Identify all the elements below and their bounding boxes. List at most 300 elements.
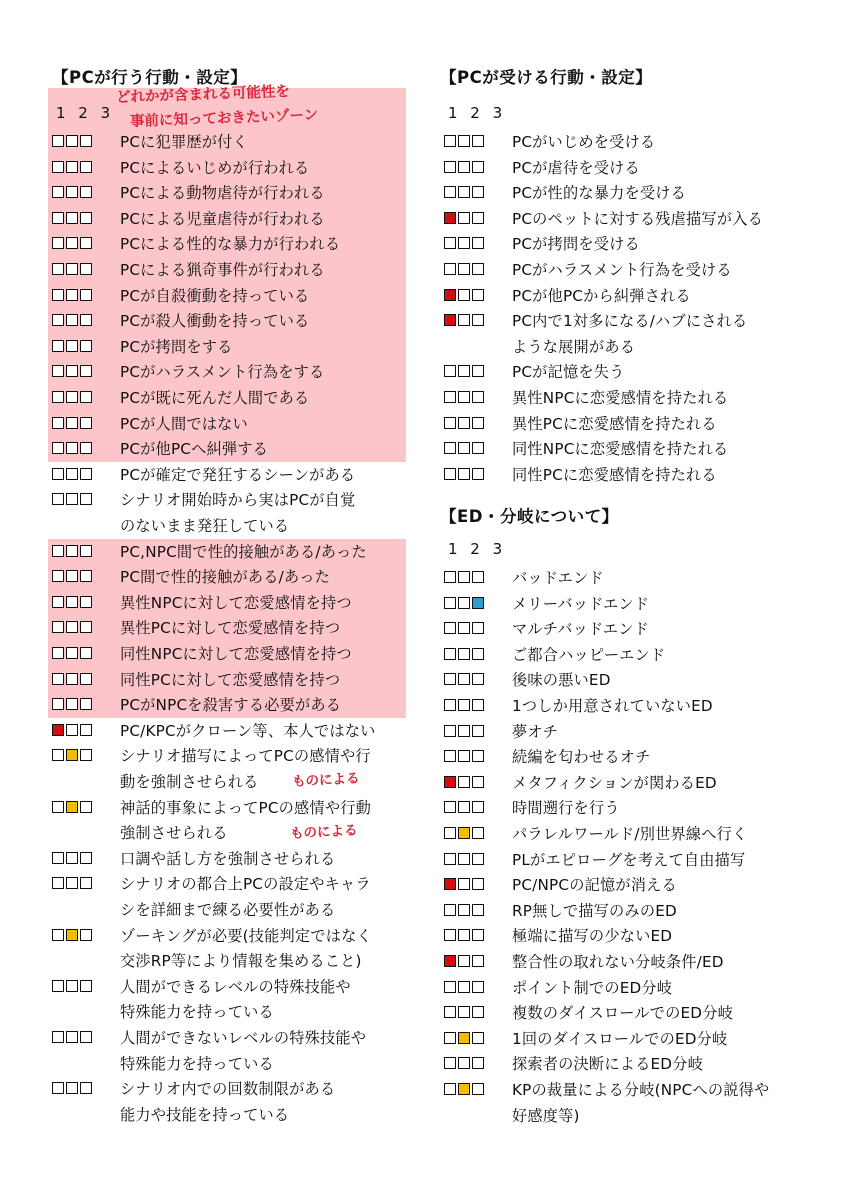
checkbox-2[interactable] [458, 365, 470, 377]
checklist-row [48, 462, 408, 488]
checkbox-3[interactable] [80, 545, 92, 557]
checklist-row [48, 283, 408, 309]
checkbox-1[interactable] [444, 904, 456, 916]
checkbox-2[interactable] [66, 980, 78, 992]
checkbox-3[interactable] [80, 647, 92, 659]
checkbox-group [444, 801, 484, 813]
item-label: 時間遡行を行う [512, 799, 620, 818]
checkbox-2[interactable] [66, 724, 78, 736]
checkbox-1-red[interactable] [444, 212, 456, 224]
checkbox-2[interactable] [66, 493, 78, 505]
checkbox-2[interactable] [458, 1006, 470, 1018]
checkbox-1[interactable] [444, 571, 456, 583]
item-label: 1回のダイスロールでのED分岐 [512, 1029, 728, 1048]
checkbox-2[interactable] [66, 852, 78, 864]
checkbox-3[interactable] [80, 621, 92, 633]
checkbox-2-yellow[interactable] [458, 1032, 470, 1044]
checkbox-1-red[interactable] [52, 724, 64, 736]
item-label-continued: ような展開がある [512, 337, 636, 356]
checkbox-1[interactable] [52, 468, 64, 480]
checkbox-group [52, 647, 92, 659]
checkbox-3[interactable] [80, 929, 92, 941]
checkbox-1[interactable] [52, 289, 64, 301]
checkbox-2[interactable] [458, 878, 470, 890]
checkbox-3[interactable] [80, 570, 92, 582]
checkbox-2[interactable] [66, 365, 78, 377]
checkbox-3[interactable] [472, 1006, 484, 1018]
checkbox-2-yellow[interactable] [66, 929, 78, 941]
checkbox-group [52, 1031, 92, 1043]
checkbox-1[interactable] [444, 597, 456, 609]
checkbox-group [444, 365, 484, 377]
checkbox-1[interactable] [52, 212, 64, 224]
checkbox-group [52, 186, 92, 198]
checkbox-group [52, 442, 92, 454]
item-label: PCのペットに対する残虐描写が入る [512, 209, 763, 228]
checkbox-2[interactable] [66, 570, 78, 582]
checkbox-1[interactable] [52, 135, 64, 147]
checklist-row [440, 359, 820, 385]
checklist-row [440, 385, 820, 411]
checklist-row [440, 1026, 820, 1052]
checkbox-3[interactable] [80, 468, 92, 480]
checklist-row [48, 487, 408, 535]
checkbox-1[interactable] [52, 596, 64, 608]
checkbox-3[interactable] [80, 391, 92, 403]
checkbox-3[interactable] [472, 673, 484, 685]
checkbox-group [444, 750, 484, 762]
checkbox-2[interactable] [458, 929, 470, 941]
checkbox-3[interactable] [80, 1031, 92, 1043]
checkbox-2[interactable] [458, 263, 470, 275]
item-label: 異性NPCに対して恋愛感情を持つ [120, 593, 352, 612]
item-label: ポイント制でのED分岐 [512, 978, 673, 997]
checkbox-3[interactable] [80, 493, 92, 505]
checkbox-2[interactable] [458, 314, 470, 326]
checkbox-2[interactable] [458, 391, 470, 403]
checkbox-3[interactable] [472, 365, 484, 377]
column-numbers-receives: 1 2 3 [448, 104, 507, 122]
checkbox-1[interactable] [444, 263, 456, 275]
checkbox-group [52, 980, 92, 992]
checkbox-3[interactable] [80, 980, 92, 992]
checkbox-3[interactable] [472, 725, 484, 737]
checkbox-3[interactable] [472, 135, 484, 147]
item-label: PCによるいじめが行われる [120, 158, 310, 177]
checkbox-2[interactable] [66, 314, 78, 326]
checkbox-1[interactable] [52, 877, 64, 889]
checkbox-group [52, 314, 92, 326]
checkbox-3[interactable] [80, 417, 92, 429]
checkbox-1[interactable] [52, 801, 64, 813]
checkbox-3[interactable] [472, 442, 484, 454]
checkbox-2[interactable] [458, 853, 470, 865]
checklist-row [48, 129, 408, 155]
item-label: PCがNPCを殺害する必要がある [120, 696, 342, 715]
checklist-row [48, 667, 408, 693]
item-label: シナリオ内での回数制限がある [120, 1080, 336, 1099]
checkbox-1[interactable] [52, 980, 64, 992]
checkbox-group [52, 212, 92, 224]
checkbox-3[interactable] [472, 1032, 484, 1044]
item-label: PCが拷問を受ける [512, 235, 640, 254]
checkbox-2[interactable] [458, 186, 470, 198]
checkbox-3[interactable] [472, 878, 484, 890]
checkbox-2[interactable] [66, 468, 78, 480]
item-label-continued: 交渉RP等により情報を集めること) [120, 952, 362, 971]
checkbox-1[interactable] [52, 1031, 64, 1043]
checkbox-1-red[interactable] [444, 314, 456, 326]
checkbox-2[interactable] [66, 596, 78, 608]
checkbox-2[interactable] [66, 212, 78, 224]
checkbox-3[interactable] [472, 929, 484, 941]
checkbox-3[interactable] [472, 571, 484, 583]
checkbox-3-blue[interactable] [472, 597, 484, 609]
checkbox-group [444, 417, 484, 429]
checkbox-2[interactable] [458, 648, 470, 660]
checkbox-2[interactable] [66, 1082, 78, 1094]
checkbox-3[interactable] [80, 698, 92, 710]
checkbox-2[interactable] [458, 161, 470, 173]
checklist-row [48, 615, 408, 641]
checkbox-3[interactable] [472, 904, 484, 916]
checkbox-3[interactable] [80, 340, 92, 352]
checkbox-2[interactable] [66, 135, 78, 147]
checklist-row [440, 257, 820, 283]
checkbox-2[interactable] [66, 340, 78, 352]
item-label: PC/KPCがクローン等、本人ではない [120, 721, 376, 740]
item-label: 同性PCに恋愛感情を持たれる [512, 465, 717, 484]
checkbox-1[interactable] [52, 237, 64, 249]
checkbox-3[interactable] [472, 853, 484, 865]
item-label: 続編を匂わせるオチ [512, 748, 651, 767]
checkbox-2[interactable] [458, 571, 470, 583]
checkbox-group [444, 776, 484, 788]
checkbox-1[interactable] [444, 699, 456, 711]
item-label: 人間ができないレベルの特殊技能や [120, 1029, 367, 1047]
checklist-row [440, 642, 820, 668]
checkbox-1[interactable] [52, 698, 64, 710]
checkbox-1[interactable] [52, 161, 64, 173]
checkbox-1[interactable] [52, 1082, 64, 1094]
item-label: 異性PCに対して恋愛感情を持つ [120, 619, 341, 638]
checkbox-group [444, 1083, 484, 1095]
checkbox-3[interactable] [80, 365, 92, 377]
checkbox-group [444, 929, 484, 941]
checkbox-1[interactable] [444, 1032, 456, 1044]
section-title-pc-actions: 【PCが行う行動・設定】 [52, 68, 248, 87]
checklist-row [48, 590, 408, 616]
checkbox-1[interactable] [444, 801, 456, 813]
checkbox-3[interactable] [80, 289, 92, 301]
checkbox-2[interactable] [66, 263, 78, 275]
checkbox-1-red[interactable] [444, 878, 456, 890]
item-label: PCがハラスメント行為をする [120, 363, 325, 382]
checkbox-1-red[interactable] [444, 289, 456, 301]
checklist-row [48, 180, 408, 206]
checkbox-1[interactable] [52, 493, 64, 505]
checkbox-3[interactable] [472, 699, 484, 711]
checkbox-1[interactable] [444, 827, 456, 839]
checkbox-1[interactable] [52, 929, 64, 941]
checkbox-2[interactable] [458, 622, 470, 634]
item-label: バッドエンド [512, 569, 604, 587]
checkbox-2[interactable] [66, 877, 78, 889]
item-label: PCが性的な暴力を受ける [512, 184, 687, 203]
checkbox-2[interactable] [458, 673, 470, 685]
checkbox-1[interactable] [444, 135, 456, 147]
checkbox-1[interactable] [444, 1006, 456, 1018]
checkbox-3[interactable] [80, 161, 92, 173]
item-label: PCによる児童虐待が行われる [120, 209, 325, 228]
checklist-row [48, 155, 408, 181]
checkbox-3[interactable] [472, 622, 484, 634]
checkbox-2[interactable] [458, 776, 470, 788]
checkbox-3[interactable] [472, 955, 484, 967]
item-label: PCに犯罪歴が付く [120, 133, 248, 151]
checkbox-3[interactable] [472, 1057, 484, 1069]
checkbox-group [444, 263, 484, 275]
checklist-row [440, 283, 820, 309]
checkbox-2[interactable] [66, 161, 78, 173]
checkbox-1[interactable] [444, 673, 456, 685]
checkbox-3[interactable] [472, 648, 484, 660]
checkbox-1[interactable] [52, 186, 64, 198]
checklist-row [440, 693, 820, 719]
checklist-row [440, 565, 820, 591]
checkbox-3[interactable] [80, 852, 92, 864]
checkbox-1[interactable] [52, 673, 64, 685]
checkbox-2[interactable] [458, 135, 470, 147]
checkbox-group [444, 878, 484, 890]
item-label-continued: 好感度等) [512, 1106, 580, 1125]
checkbox-2[interactable] [66, 391, 78, 403]
checkbox-3[interactable] [80, 186, 92, 198]
checkbox-1[interactable] [444, 161, 456, 173]
item-label: 異性NPCに恋愛感情を持たれる [512, 389, 729, 407]
checkbox-3[interactable] [472, 801, 484, 813]
item-label: 異性PCに恋愛感情を持たれる [512, 414, 717, 433]
checkbox-1[interactable] [52, 545, 64, 557]
checkbox-2[interactable] [458, 212, 470, 224]
item-label: PC/NPCの記憶が消える [512, 876, 677, 895]
checkbox-2-yellow[interactable] [66, 749, 78, 761]
checkbox-1[interactable] [444, 468, 456, 480]
item-label: シナリオの都合上PCの設定やキャラ [120, 875, 371, 894]
checkbox-3[interactable] [80, 801, 92, 813]
checkbox-group [444, 135, 484, 147]
checkbox-1[interactable] [52, 391, 64, 403]
checkbox-3[interactable] [80, 135, 92, 147]
checkbox-2[interactable] [458, 417, 470, 429]
checklist-row [440, 744, 820, 770]
checkbox-2[interactable] [458, 750, 470, 762]
checkbox-1[interactable] [444, 853, 456, 865]
checkbox-1[interactable] [52, 340, 64, 352]
checkbox-2[interactable] [458, 1057, 470, 1069]
checkbox-1[interactable] [52, 365, 64, 377]
checkbox-2[interactable] [66, 647, 78, 659]
checkbox-1[interactable] [52, 314, 64, 326]
item-label: 整合性の取れない分岐条件/ED [512, 953, 724, 971]
checklist-row [440, 462, 820, 488]
checkbox-2[interactable] [66, 545, 78, 557]
checklist-row [440, 411, 820, 437]
checkbox-3[interactable] [472, 1083, 484, 1095]
checkbox-1[interactable] [444, 365, 456, 377]
checkbox-2[interactable] [66, 621, 78, 633]
item-label: シナリオ開始時から実はPCが自覚 [120, 491, 356, 510]
checklist-row [440, 872, 820, 898]
checklist-row [440, 436, 820, 462]
checkbox-1[interactable] [52, 621, 64, 633]
checkbox-2-yellow[interactable] [66, 801, 78, 813]
checkbox-1[interactable] [444, 725, 456, 737]
item-label: PCが既に死んだ人間である [120, 389, 310, 407]
checkbox-2[interactable] [458, 801, 470, 813]
checkbox-1[interactable] [444, 981, 456, 993]
checkbox-2[interactable] [458, 237, 470, 249]
checkbox-3[interactable] [80, 314, 92, 326]
checkbox-group [52, 237, 92, 249]
item-label: PCによる性的な暴力が行われる [120, 235, 341, 254]
checkbox-group [52, 877, 92, 889]
checkbox-2[interactable] [66, 1031, 78, 1043]
checklist-row [440, 231, 820, 257]
checkbox-group [444, 827, 484, 839]
checkbox-3[interactable] [80, 749, 92, 761]
checkbox-group [444, 955, 484, 967]
checkbox-1[interactable] [444, 237, 456, 249]
checkbox-3[interactable] [472, 186, 484, 198]
checkbox-1[interactable] [444, 750, 456, 762]
checkbox-2[interactable] [458, 904, 470, 916]
checkbox-1[interactable] [444, 391, 456, 403]
checkbox-1-red[interactable] [444, 955, 456, 967]
checkbox-1[interactable] [444, 186, 456, 198]
checklist-row [440, 975, 820, 1001]
checklist-row [440, 129, 820, 155]
checkbox-2[interactable] [66, 186, 78, 198]
checkbox-3[interactable] [472, 289, 484, 301]
checkbox-1[interactable] [444, 1057, 456, 1069]
checkbox-2[interactable] [458, 289, 470, 301]
item-label: PCが殺人衝動を持っている [120, 312, 310, 331]
checkbox-2[interactable] [66, 673, 78, 685]
checkbox-2[interactable] [458, 597, 470, 609]
item-label: マルチバッドエンド [512, 620, 649, 639]
checklist-row [48, 641, 408, 667]
checkbox-1[interactable] [52, 749, 64, 761]
checkbox-2[interactable] [458, 699, 470, 711]
checkbox-3[interactable] [80, 877, 92, 889]
checkbox-2-yellow[interactable] [458, 1083, 470, 1095]
checkbox-3[interactable] [472, 237, 484, 249]
checklist-row [48, 385, 408, 411]
checkbox-3[interactable] [472, 750, 484, 762]
checkbox-3[interactable] [80, 596, 92, 608]
item-label: 探索者の決断によるED分岐 [512, 1055, 703, 1074]
item-label: 神話的事象によってPCの感情や行動 [120, 798, 371, 817]
checkbox-group [444, 391, 484, 403]
checkbox-2[interactable] [458, 468, 470, 480]
checkbox-3[interactable] [80, 237, 92, 249]
checkbox-3[interactable] [472, 161, 484, 173]
checkbox-group [52, 417, 92, 429]
checkbox-1[interactable] [52, 263, 64, 275]
checkbox-3[interactable] [80, 212, 92, 224]
checklist-row [48, 923, 408, 971]
checkbox-group [52, 340, 92, 352]
checkbox-3[interactable] [472, 263, 484, 275]
checkbox-3[interactable] [472, 776, 484, 788]
checkbox-2[interactable] [458, 955, 470, 967]
checkbox-1[interactable] [444, 1083, 456, 1095]
note-zone-line1: どれかが含まれる可能性を [115, 83, 291, 106]
checkbox-1[interactable] [444, 622, 456, 634]
checkbox-2[interactable] [66, 237, 78, 249]
checkbox-3[interactable] [472, 212, 484, 224]
checkbox-1[interactable] [52, 647, 64, 659]
checklist-row [440, 847, 820, 873]
checkbox-3[interactable] [80, 673, 92, 685]
checklist-row [48, 334, 408, 360]
checkbox-2[interactable] [458, 442, 470, 454]
checkbox-2[interactable] [458, 725, 470, 737]
item-label: パラレルワールド/別世界線へ行く [512, 825, 748, 843]
checkbox-3[interactable] [472, 391, 484, 403]
checkbox-2[interactable] [66, 442, 78, 454]
checkbox-3[interactable] [80, 1082, 92, 1094]
checklist-row [440, 770, 820, 796]
checkbox-1[interactable] [444, 648, 456, 660]
checkbox-2[interactable] [458, 981, 470, 993]
checkbox-3[interactable] [472, 981, 484, 993]
item-label: PCが自殺衝動を持っている [120, 286, 310, 305]
checkbox-3[interactable] [80, 442, 92, 454]
checkbox-3[interactable] [472, 314, 484, 326]
checkbox-3[interactable] [80, 263, 92, 275]
checkbox-3[interactable] [472, 417, 484, 429]
checkbox-1-red[interactable] [444, 776, 456, 788]
checkbox-group [52, 545, 92, 557]
checkbox-group [444, 161, 484, 173]
item-label-continued: 強制させられる [120, 824, 228, 843]
checkbox-1[interactable] [444, 929, 456, 941]
checkbox-1[interactable] [52, 417, 64, 429]
column-numbers-ed: 1 2 3 [448, 540, 507, 558]
checkbox-3[interactable] [80, 724, 92, 736]
checkbox-1[interactable] [444, 417, 456, 429]
checkbox-2-yellow[interactable] [458, 827, 470, 839]
checklist-row [48, 871, 408, 919]
checkbox-group [444, 981, 484, 993]
checkbox-3[interactable] [472, 827, 484, 839]
checklist-row [440, 1051, 820, 1077]
checkbox-group [52, 673, 92, 685]
checkbox-3[interactable] [472, 468, 484, 480]
checkbox-group [444, 597, 484, 609]
checkbox-2[interactable] [66, 698, 78, 710]
checkbox-2[interactable] [66, 417, 78, 429]
item-label: PCが他PCへ糾弾する [120, 440, 269, 459]
checkbox-1[interactable] [52, 852, 64, 864]
checkbox-1[interactable] [444, 442, 456, 454]
checkbox-1[interactable] [52, 570, 64, 582]
checkbox-1[interactable] [52, 442, 64, 454]
item-label: 複数のダイスロールでのED分岐 [512, 1004, 733, 1023]
checkbox-2[interactable] [66, 289, 78, 301]
